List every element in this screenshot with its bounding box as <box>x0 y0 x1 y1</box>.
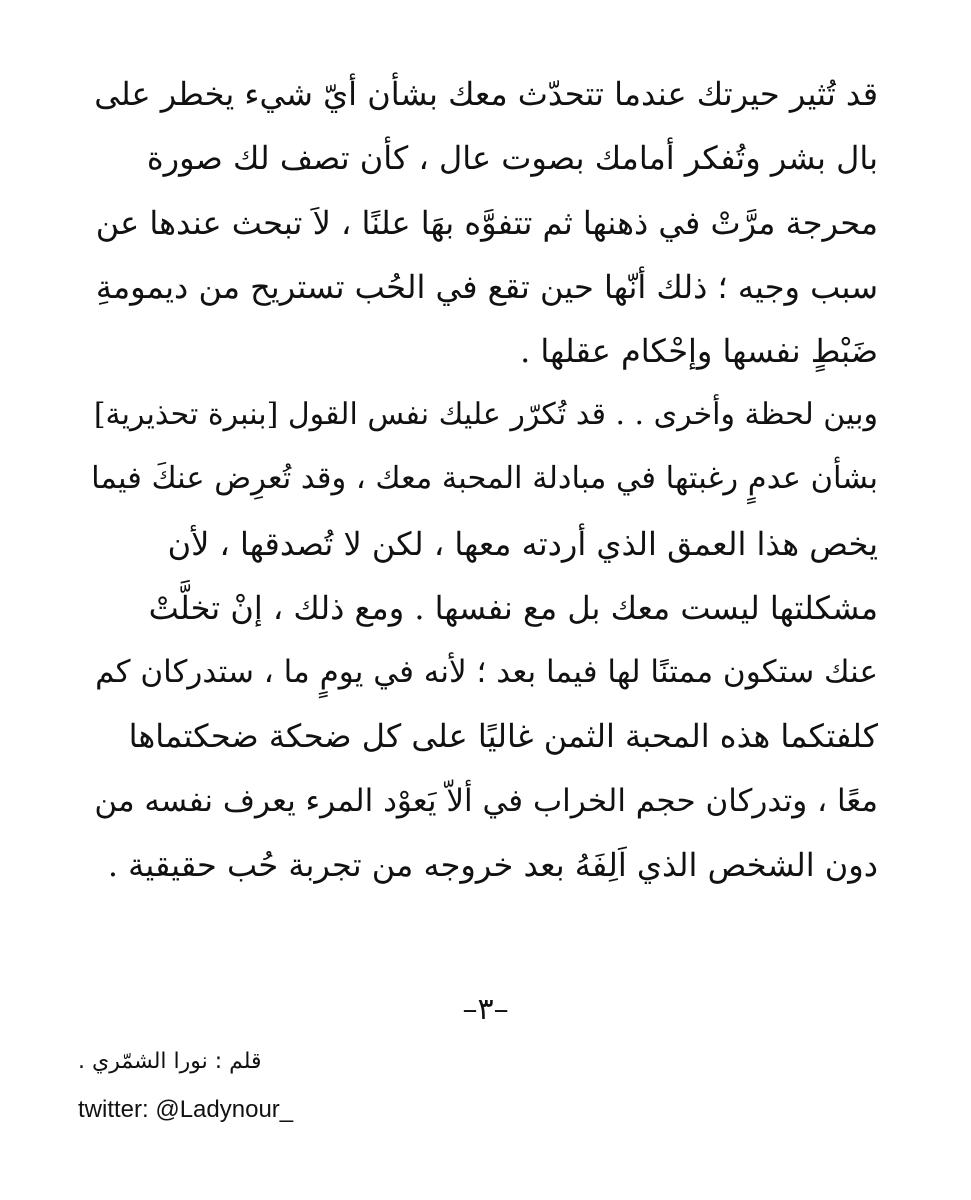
text-line: مشكلتها ليست معك بل مع نفسها . ومع ذلك ، إنْ تخلَّتْ <box>148 588 878 627</box>
twitter-handle: twitter: @Ladynour_ <box>78 1096 294 1123</box>
text-line: عنك ستكون ممتنًا لها فيما بعد ؛ لأنه في يومٍ ما ، ستدركان كم <box>95 654 878 691</box>
text-line: دون الشخص الذي اَلِفَهُ بعد خروجه من تجربة حُب حقيقية . <box>107 846 878 885</box>
text-line: وبين لحظة وأخرى . . قد تُكرّر عليك نفس القول [بنبرة تحذيرية] <box>93 397 878 432</box>
text-line: بشأن عدمٍ رغبتها في مبادلة المحبة معك ، وقد تُعرِض عنكَ فيما <box>91 461 878 497</box>
text-line: كلفتكما هذه المحبة الثمن غاليًا على كل ضحكة ضحكتماها <box>128 717 878 756</box>
text-line: قد تُثير حيرتك عندما تتحدّث معك بشأن أيّ شيء يخطر على <box>94 75 878 113</box>
page-number: –٣– <box>462 992 509 1027</box>
text-line: ضَبْطٍ نفسها وإحْكام عقلها . <box>520 332 878 371</box>
text-line: يخص هذا العمق الذي أردته معها ، لكن لا تُصدقها ، لأن <box>167 524 878 563</box>
paragraph-2 <box>88 383 878 897</box>
text-line: معًا ، وتدركان حجم الخراب في ألاّ يَعوْد المرء يعرف نفسه من <box>94 782 878 819</box>
text-line: محرجة مرَّتْ في ذهنها ثم تتفوَّه بهَا علنًا ، لاَ تبحث عندها عن <box>95 203 878 242</box>
text-line: بال بشر وتُفكر أمامك بصوت عال ، كأن تصف لك صورة <box>146 139 878 178</box>
text-line: سبب وجيه ؛ ذلك أنّها حين تقع في الحُب تستريح من ديمومةِ <box>95 267 878 306</box>
paragraph-1 <box>88 62 878 383</box>
author-credit: قلم : نورا الشمّري . <box>78 1049 262 1074</box>
